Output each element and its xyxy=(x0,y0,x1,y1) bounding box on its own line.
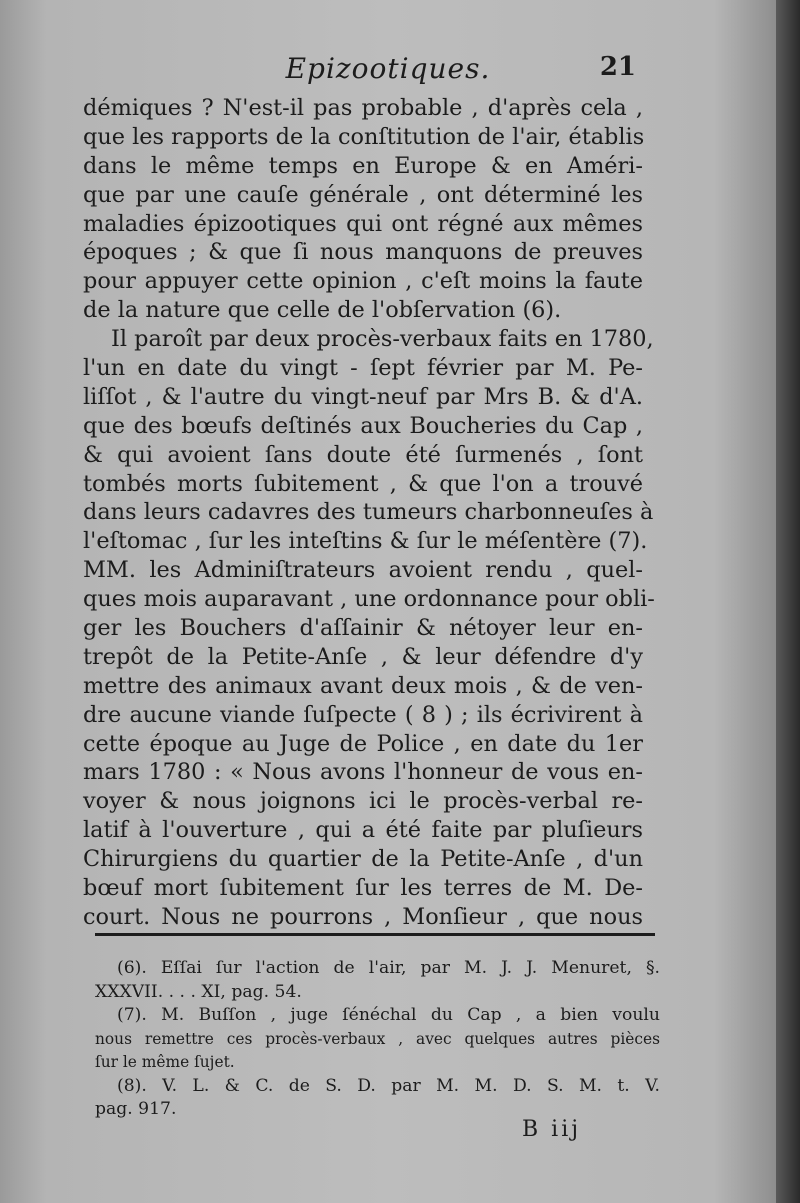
body-line: que des bœufs deſtinés aux Boucheries du Cap , xyxy=(83,412,643,439)
body-line: latif à l'ouverture , qui a été faite par pluſieurs xyxy=(83,817,643,844)
body-line: court. Nous ne pourrons , Monſieur , que nous xyxy=(83,903,643,930)
body-line: l'eſtomac , ſur les inteſtins & ſur le méſentère (7). xyxy=(83,528,648,555)
body-line: démiques ? N'est-il pas probable , d'après cela , xyxy=(83,95,643,121)
footnote-line: (6). Eſſai ſur l'action de l'air, par M. J. J. Menuret, §. xyxy=(117,958,660,978)
body-line: époques ; & que ſi nous manquons de preuves xyxy=(83,239,643,266)
body-line: dre aucune viande ſuſpecte ( 8 ) ; ils écrivirent à xyxy=(83,701,643,728)
body-line: ger les Bouchers d'aſſainir & nétoyer leur en- xyxy=(83,615,643,642)
body-line: cette époque au Juge de Police , en date du 1er xyxy=(83,730,643,757)
body-line: mettre des animaux avant deux mois , & de ven- xyxy=(83,672,643,699)
body-line: MM. les Adminiſtrateurs avoient rendu , quel- xyxy=(83,557,643,584)
body-line: dans leurs cadavres des tumeurs charbonneuſes à xyxy=(83,499,654,526)
footnotes xyxy=(95,957,660,1122)
page-number: 21 xyxy=(599,52,636,82)
body-line: Il paroît par deux procès-verbaux faits en 1780, xyxy=(111,326,654,353)
body-line: trepôt de la Petite-Anſe , & leur défendre d'y xyxy=(83,643,643,670)
body-text xyxy=(83,94,655,932)
body-line: de la nature que celle de l'obſervation (6). xyxy=(83,297,562,324)
footnote-line: (7). M. Buſſon , juge ſénéchal du Cap , a bien voulu xyxy=(117,1005,660,1025)
body-line: liſſot , & l'autre du vingt-neuf par Mrs B. & d'A. xyxy=(83,383,643,410)
page-edge xyxy=(776,0,800,1203)
body-line: dans le même temps en Europe & en Améri- xyxy=(83,152,643,179)
body-line: que par une cauſe générale , ont déterminé les xyxy=(83,181,643,208)
body-line: Chirurgiens du quartier de la Petite-Anſe , d'un xyxy=(83,846,643,873)
body-line: voyer & nous joignons ici le procès-verbal re- xyxy=(83,788,643,815)
body-line: & qui avoient ſans doute été ſurmenés , ſont xyxy=(83,441,643,468)
body-line: l'un en date du vingt - ſept février par M. Pe- xyxy=(83,355,643,382)
body-line: que les rapports de la conſtitution de l'air, établis xyxy=(83,123,645,150)
footnote-rule xyxy=(95,933,655,936)
body-line: tombés morts ſubitement , & que l'on a trouvé xyxy=(83,470,643,497)
signature-mark: B iij xyxy=(522,1117,582,1142)
footnote-line: XXXVII. . . . XI, pag. 54. xyxy=(95,981,302,1002)
footnote-line: pag. 917. xyxy=(95,1099,177,1119)
footnote-line: nous remettre ces procès-verbaux , avec quelques autres pièces xyxy=(95,1029,660,1048)
body-line: mars 1780 : « Nous avons l'honneur de vous en- xyxy=(83,759,643,786)
footnote-line: (8). V. L. & C. de S. D. par M. M. D. S. M. t. V. xyxy=(117,1075,660,1096)
running-title: Epizootiques. xyxy=(285,52,491,85)
body-line: maladies épizootiques qui ont régné aux mêmes xyxy=(83,210,643,237)
footnote-line: ſur le même ſujet. xyxy=(95,1053,235,1071)
body-line: bœuf mort ſubitement ſur les terres de M. De- xyxy=(83,875,643,902)
body-line: pour appuyer cette opinion , c'eſt moins la faute xyxy=(83,268,643,295)
body-line: ques mois auparavant , une ordonnance pour obli- xyxy=(83,586,655,613)
